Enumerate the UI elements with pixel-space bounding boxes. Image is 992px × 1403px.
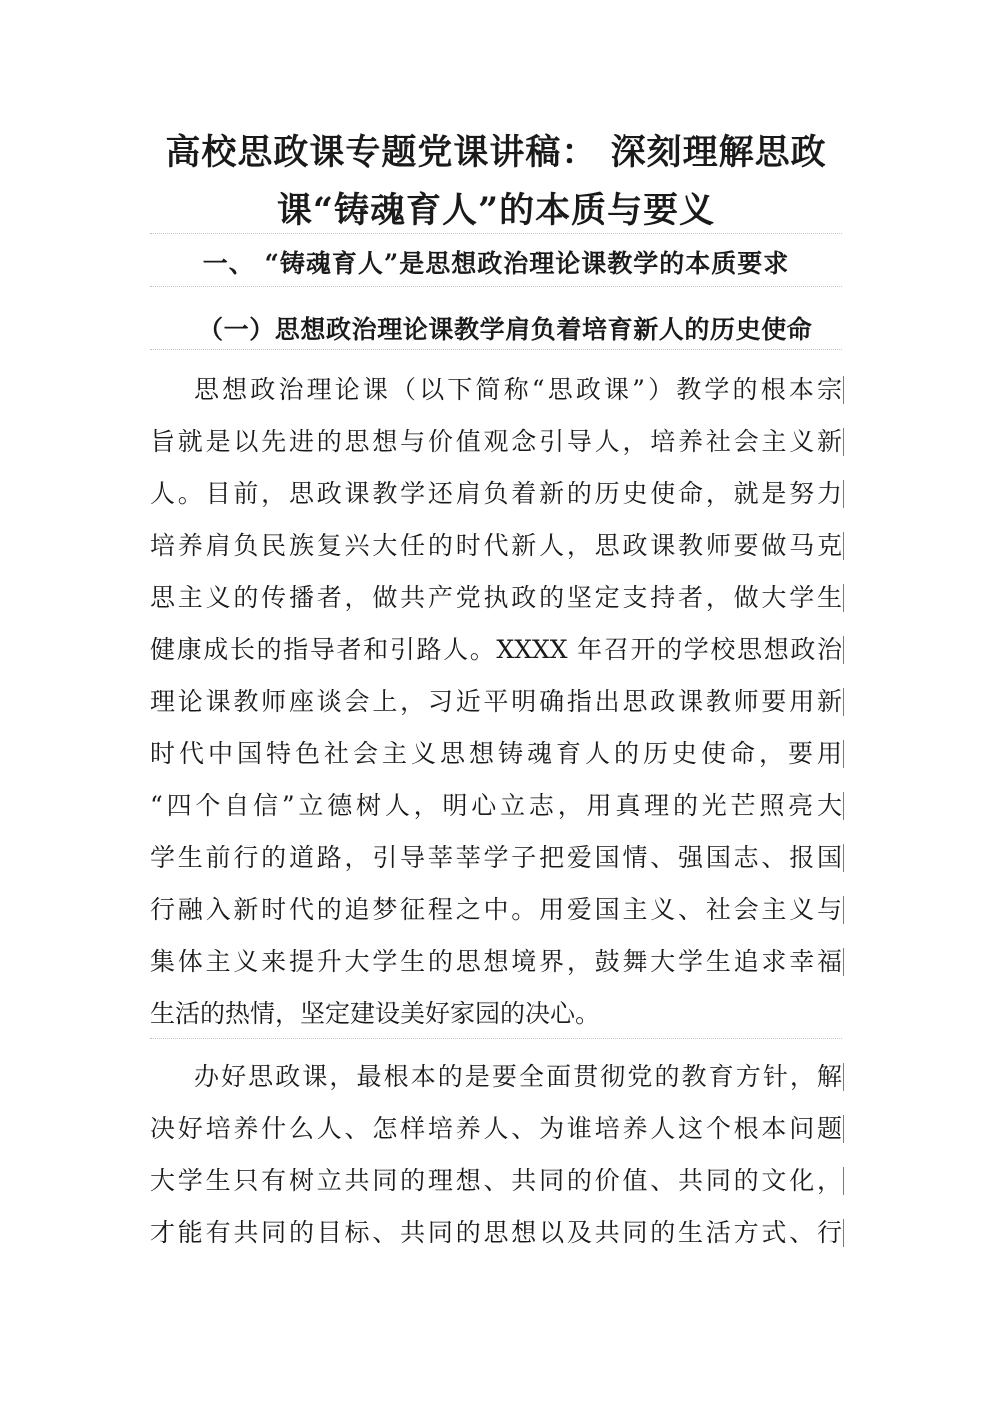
text-line: 健康成长的指导者和引路人。XXXX 年召开的学校思想政治 <box>150 635 842 664</box>
line-end-marker <box>843 948 844 976</box>
text-line: 行融入新时代的追梦征程之中。用爱国主义、社会主义与 <box>150 895 842 924</box>
section-divider <box>150 349 842 350</box>
text-line: 思主义的传播者，做共产党执政的坚定支持者，做大学生 <box>150 583 842 612</box>
title-line-2: 课“铸魂育人”的本质与要义 <box>276 190 716 231</box>
text-line: 理论课教师座谈会上，习近平明确指出思政课教师要用新 <box>150 687 842 716</box>
line-end-marker <box>843 532 844 560</box>
line-end-marker <box>843 584 844 612</box>
paragraph-divider <box>150 1038 842 1039</box>
line-end-marker <box>843 688 844 716</box>
line-end-marker <box>843 1219 844 1247</box>
line-end-marker <box>843 480 844 508</box>
line-end-marker <box>843 428 844 456</box>
line-end-marker <box>843 896 844 924</box>
heading-level-1: 一、 “铸魂育人”是思想政治理论课教学的本质要求 <box>202 249 790 278</box>
text-line: 大学生只有树立共同的理想、共同的价值、共同的文化， <box>150 1166 842 1195</box>
text-line: 学生前行的道路，引导莘莘学子把爱国情、强国志、报国 <box>150 843 842 872</box>
line-end-marker <box>843 844 844 872</box>
line-end-marker <box>843 1063 844 1091</box>
text-line: “四个自信”立德树人，明心立志，用真理的光芒照亮大 <box>150 791 842 820</box>
text-line: 决好培养什么人、怎样培养人、为谁培养人这个根本问题 <box>150 1114 842 1143</box>
title-line-1: 高校思政课专题党课讲稿： 深刻理解思政 <box>165 132 827 173</box>
line-end-marker <box>843 636 844 664</box>
line-end-marker <box>843 740 844 768</box>
text-line: 人。目前，思政课教学还肩负着新的历史使命，就是努力 <box>150 479 842 508</box>
section-divider <box>150 233 842 234</box>
text-line: 办好思政课，最根本的是要全面贯彻党的教育方针，解 <box>194 1062 842 1091</box>
text-line: 生活的热情，坚定建设美好家园的决心。 <box>150 999 601 1028</box>
text-line: 时代中国特色社会主义思想铸魂育人的历史使命，要用 <box>150 739 842 768</box>
document-title <box>150 124 842 240</box>
text-line: 思想政治理论课（以下简称“思政课”）教学的根本宗 <box>194 375 842 404</box>
text-line: 旨就是以先进的思想与价值观念引导人，培养社会主义新 <box>150 427 842 456</box>
line-end-marker <box>843 376 844 404</box>
heading-level-2: （一）思想政治理论课教学肩负着培育新人的历史使命 <box>198 315 813 344</box>
text-line: 才能有共同的目标、共同的思想以及共同的生活方式、行 <box>150 1218 842 1247</box>
section-divider <box>150 286 842 287</box>
line-end-marker <box>843 1167 844 1195</box>
text-line: 培养肩负民族复兴大任的时代新人，思政课教师要做马克 <box>150 531 842 560</box>
line-end-marker <box>843 1115 844 1143</box>
text-line: 集体主义来提升大学生的思想境界，鼓舞大学生追求幸福 <box>150 947 842 976</box>
line-end-marker <box>843 792 844 820</box>
